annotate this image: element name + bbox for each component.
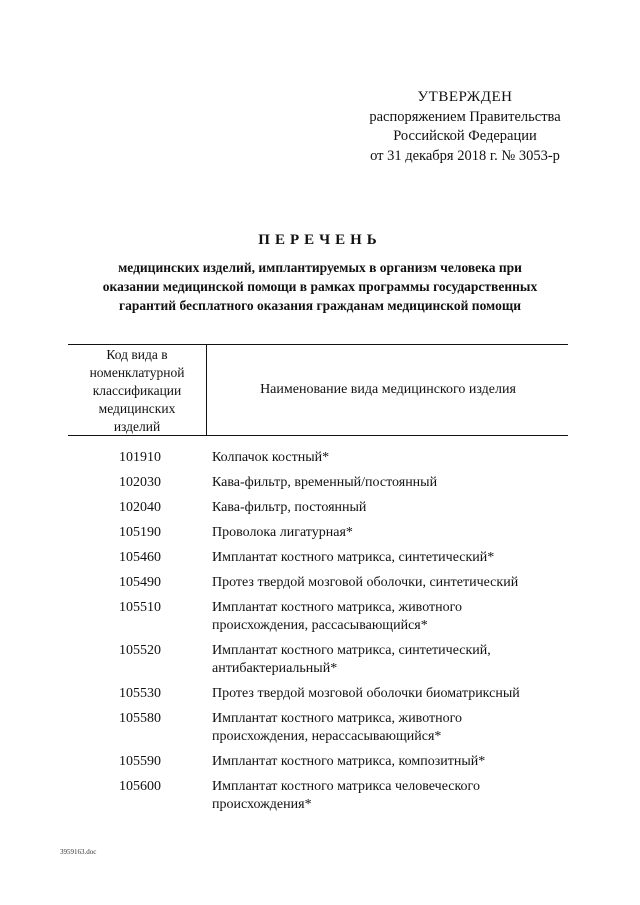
row-code: 105510: [119, 600, 161, 615]
row-name: [208, 710, 568, 746]
row-name-line: Колпачок костный*: [212, 450, 330, 465]
row-name: [208, 549, 568, 567]
row-name-line: Проволока лигатурная*: [212, 525, 353, 540]
table-row: [68, 449, 568, 467]
row-code: 105600: [119, 779, 161, 794]
row-name: [208, 642, 568, 678]
approval-block: [330, 88, 600, 166]
row-name: [208, 574, 568, 592]
row-code: 102030: [119, 475, 161, 490]
header-code-line: изделий: [113, 419, 161, 434]
row-name-line: Имплантат костного матрикса человеческого: [212, 779, 480, 794]
row-name: [208, 599, 568, 635]
header-code-line: медицинских: [98, 401, 176, 416]
row-code: 105190: [119, 525, 161, 540]
header-code-line: Код вида в: [106, 347, 168, 362]
row-name-line: происхождения, рассасывающийся*: [212, 618, 428, 633]
row-name-line: Кава-фильтр, временный/постоянный: [212, 475, 438, 490]
table-row: [68, 642, 568, 678]
approval-line: Российской Федерации: [393, 128, 537, 144]
row-name-line: Имплантат костного матрикса, животного: [212, 600, 463, 615]
row-code: 105580: [119, 711, 161, 726]
header-code-column: [68, 345, 207, 435]
row-code: 105530: [119, 686, 161, 701]
approval-line: распоряжением Правительства: [369, 108, 561, 125]
row-code: 102040: [119, 500, 161, 515]
row-name-line: Протез твердой мозговой оболочки биоматриксный: [212, 686, 520, 701]
table-row: [68, 549, 568, 567]
table-row: [68, 778, 568, 814]
row-name-line: происхождения, нерассасывающийся*: [212, 729, 442, 744]
document-subtitle: [70, 258, 570, 315]
row-name-line: Протез твердой мозговой оболочки, синтетический: [212, 575, 519, 590]
row-name: [208, 449, 568, 467]
subtitle-line: медицинских изделий, имплантируемых в организм человека при: [118, 260, 522, 275]
table-header: [68, 344, 568, 436]
row-name-line: антибактериальный*: [212, 661, 338, 676]
row-name: [208, 524, 568, 542]
table-row: [68, 685, 568, 703]
row-name-line: происхождения*: [212, 797, 312, 812]
table-row: [68, 524, 568, 542]
subtitle-line: оказании медицинской помощи в рамках программы государственных: [102, 279, 538, 294]
document-title: ПЕРЕЧЕНЬ: [258, 232, 382, 248]
row-code: 105460: [119, 550, 161, 565]
row-name: [208, 474, 568, 492]
header-name-column: Наименование вида медицинского изделия: [260, 382, 516, 397]
table-row: [68, 599, 568, 635]
approval-date-number: от 31 декабря 2018 г. № 3053-р: [370, 147, 560, 164]
row-name-line: Имплантат костного матрикса, синтетический,: [212, 643, 491, 658]
row-name: [208, 685, 568, 703]
table-row: [68, 753, 568, 771]
row-name: [208, 499, 568, 517]
row-code: 101910: [119, 450, 161, 465]
table-row: [68, 499, 568, 517]
table-row: [68, 574, 568, 592]
row-name: [208, 753, 568, 771]
row-name-line: Имплантат костного матрикса, композитный*: [212, 754, 486, 769]
footer-filename: 3959163.doc: [60, 848, 97, 856]
row-name-line: Имплантат костного матрикса, животного: [212, 711, 463, 726]
row-name: [208, 778, 568, 814]
row-name-line: Имплантат костного матрикса, синтетический*: [212, 550, 495, 565]
table-row: [68, 710, 568, 746]
subtitle-line: гарантий бесплатного оказания гражданам медицинской помощи: [118, 298, 522, 313]
row-name-line: Кава-фильтр, постоянный: [212, 500, 367, 515]
table-body: [68, 449, 568, 821]
table-row: [68, 474, 568, 492]
row-code: 105590: [119, 754, 161, 769]
row-code: 105520: [119, 643, 161, 658]
header-code-line: классификации: [92, 383, 182, 398]
header-code-line: номенклатурной: [89, 365, 185, 380]
approval-stamp: УТВЕРЖДЕН: [417, 89, 513, 105]
row-code: 105490: [119, 575, 161, 590]
